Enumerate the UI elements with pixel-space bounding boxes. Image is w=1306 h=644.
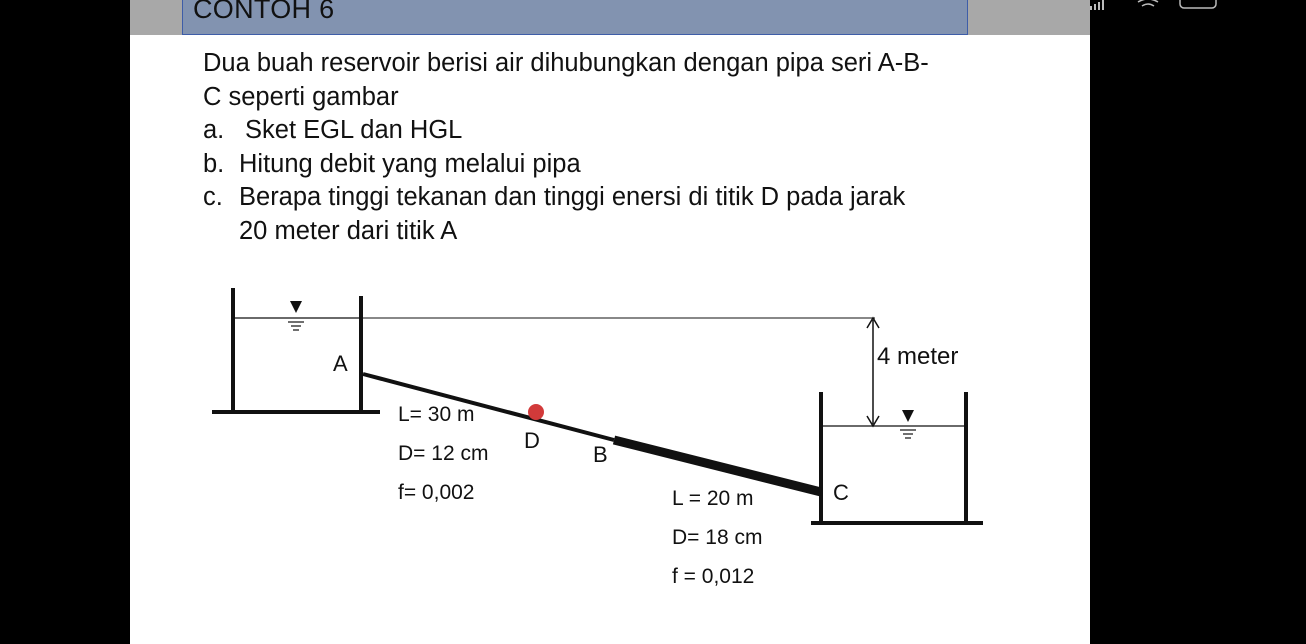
pipe2-length: L = 20 m (672, 487, 754, 510)
list-item-text: Sket EGL dan HGL (245, 116, 463, 144)
wifi-icon (1138, 0, 1158, 6)
head-difference-arrow (867, 318, 879, 426)
list-marker: b. (203, 149, 225, 178)
pipe1-friction: f= 0,002 (398, 481, 475, 504)
list-item-text: 20 meter dari titik A (239, 216, 458, 245)
intro-line: Dua buah reservoir berisi air dihubungkan dengan pipa seri A-B- (203, 49, 929, 77)
list-marker: c. (203, 183, 223, 211)
pipe1-length: L= 30 m (398, 403, 475, 426)
list-item-text: Hitung debit yang melalui pipa (239, 149, 581, 178)
label-c: C (833, 480, 849, 505)
reservoir-pipe-diagram (130, 0, 1090, 644)
pipe2-diameter: D= 18 cm (672, 526, 763, 549)
pipe-bc (614, 440, 821, 492)
list-marker: a. (203, 116, 225, 144)
point-d-marker (528, 404, 544, 420)
water-surface-icon (900, 410, 916, 438)
head-difference-label: 4 meter (877, 343, 959, 370)
pipe1-diameter: D= 12 cm (398, 442, 489, 465)
water-surface-icon (288, 301, 304, 330)
label-b: B (593, 442, 608, 467)
signal-icon (1090, 6, 1092, 10)
intro-line: C seperti gambar (203, 82, 399, 111)
slide-title: CONTOH 6 (193, 0, 335, 24)
battery-icon (1180, 0, 1216, 8)
slide (130, 0, 1090, 644)
label-d: D (524, 428, 540, 453)
label-a: A (333, 351, 348, 376)
list-item-text: Berapa tinggi tekanan dan tinggi enersi di titik D pada jarak (239, 183, 906, 211)
pipe2-friction: f = 0,012 (672, 565, 755, 588)
